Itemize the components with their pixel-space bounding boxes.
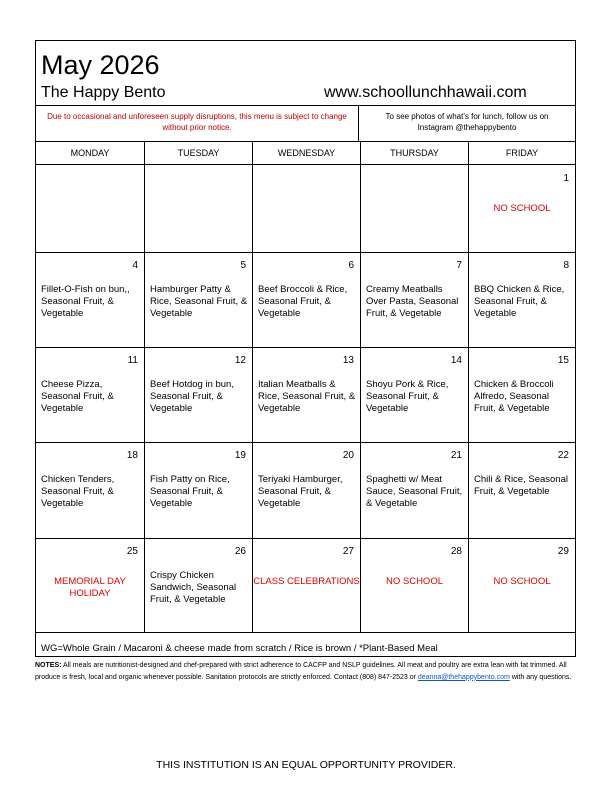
meal-description: Teriyaki Hamburger, Seasonal Fruit, & Vegetable (258, 474, 343, 509)
day-cell (36, 252, 145, 347)
day-cell (36, 538, 145, 632)
meal-description: Hamburger Patty & Rice, Seasonal Fruit, & Vegetable (150, 284, 248, 319)
weekday-header-friday: FRIDAY (505, 148, 539, 158)
notes-tail: with any questions. (511, 673, 572, 681)
day-cell (361, 538, 469, 632)
day-cell (36, 165, 145, 252)
day-cell (361, 252, 469, 347)
notes-label: NOTES: (35, 662, 62, 669)
day-cell (361, 347, 469, 442)
day-number: 19 (234, 450, 246, 461)
closure-notice: NO SCHOOL (493, 576, 551, 587)
menu-frame (35, 40, 576, 657)
day-cell (145, 538, 253, 632)
meal-description: Shoyu Pork & Rice, Seasonal Fruit, & Vegetable (366, 379, 449, 414)
meal-description: Creamy Meatballs Over Pasta, Seasonal Fruit, & Vegetable (366, 284, 459, 319)
day-number: 13 (342, 355, 354, 366)
day-number: 21 (450, 450, 462, 461)
day-number: 8 (563, 260, 569, 271)
day-cell (253, 442, 361, 538)
weekday-header-thursday: THURSDAY (361, 142, 469, 164)
weekday-header-monday: MONDAY (36, 142, 145, 164)
equal-opportunity-footer: THIS INSTITUTION IS AN EQUAL OPPORTUNITY PROVIDER. (156, 759, 456, 771)
day-number: 29 (557, 546, 569, 557)
day-cell (361, 165, 469, 252)
meal-description: Fillet-O-Fish on bun,, Seasonal Fruit, & Vegetable (41, 284, 130, 319)
day-number: 5 (240, 260, 246, 271)
meal-description: Chili & Rice, Seasonal Fruit, & Vegetable (474, 474, 568, 497)
day-number: 26 (234, 546, 246, 557)
meal-description: Chicken & Broccoli Alfredo, Seasonal Fruit, & Vegetable (474, 379, 554, 414)
day-number: 4 (132, 260, 138, 271)
day-number: 7 (456, 260, 462, 271)
day-cell (145, 165, 253, 252)
day-cell (469, 538, 575, 632)
day-number: 11 (127, 355, 138, 366)
meal-description: Crispy Chicken Sandwich, Seasonal Fruit, & Vegetable (150, 570, 237, 605)
notes-text: All meals are nutritionist-designed and chef-prepared with strict adherence to CACFP and NSLP guidelines. All meat and poultry are extra lean with fat trimmed. All produce is fresh, local and organic whenever possible. Sanitation protocols are strictly enforced. Contact (808) 847-2523 or (35, 662, 567, 681)
day-number: 20 (342, 450, 354, 461)
day-cell (253, 347, 361, 442)
weekday-header-tuesday: TUESDAY (145, 142, 253, 164)
closure-notice: NO SCHOOL (493, 203, 551, 214)
contact-email-link[interactable]: deanna@thehappybento.com (417, 673, 510, 681)
day-cell (253, 165, 361, 252)
day-number: 28 (450, 546, 462, 557)
divider (36, 632, 575, 633)
day-number: 18 (126, 450, 138, 461)
day-cell (145, 442, 253, 538)
day-cell (469, 442, 575, 538)
page-title: May 2026 (41, 50, 160, 80)
day-cell (253, 252, 361, 347)
meal-description: Beef Broccoli & Rice, Seasonal Fruit, & Vegetable (258, 284, 348, 319)
day-cell (36, 442, 145, 538)
closure-notice: MEMORIAL DAY HOLIDAY (54, 576, 126, 599)
day-number: 25 (126, 546, 138, 557)
meal-description: Cheese Pizza, Seasonal Fruit, & Vegetable (41, 379, 114, 414)
day-cell (145, 347, 253, 442)
day-number: 15 (557, 355, 569, 366)
day-number: 27 (342, 546, 354, 557)
closure-notice: CLASS CELEBRATIONS (253, 576, 360, 587)
notes-paragraph (35, 660, 580, 683)
meal-description: Beef Hotdog in bun, Seasonal Fruit, & Vegetable (150, 379, 234, 414)
day-number: 6 (348, 260, 354, 271)
legend: WG=Whole Grain / Macaroni & cheese made from scratch / Rice is brown / *Plant-Based Meal (41, 643, 438, 654)
supply-notice: Due to occasional and unforeseen supply disruptions, this menu is subject to change without prior notice. (36, 106, 359, 141)
day-number: 12 (234, 355, 246, 366)
company-name: The Happy Bento (41, 84, 166, 101)
day-cell (469, 252, 575, 347)
closure-notice: NO SCHOOL (385, 576, 443, 587)
day-cell (361, 442, 469, 538)
instagram-notice: To see photos of what's for lunch, follow us on Instagram @thehappybento (385, 112, 549, 132)
day-number: 1 (563, 173, 569, 184)
meal-description: Chicken Tenders, Seasonal Fruit, & Vegetable (41, 474, 115, 509)
day-cell (469, 347, 575, 442)
weekday-header-wednesday: WEDNESDAY (253, 142, 361, 164)
day-number: 22 (557, 450, 569, 461)
day-cell (253, 538, 361, 632)
meal-description: Spaghetti w/ Meat Sauce, Seasonal Fruit, & Vegetable (366, 474, 463, 509)
day-cell (36, 347, 145, 442)
meal-description: BBQ Chicken & Rice, Seasonal Fruit, & Vegetable (474, 284, 565, 319)
website-link[interactable]: www.schoollunchhawaii.com (324, 84, 527, 101)
meal-description: Italian Meatballs & Rice, Seasonal Fruit, & Vegetable (258, 379, 356, 414)
day-cell (469, 165, 575, 252)
meal-description: Fish Patty on Rice, Seasonal Fruit, & Vegetable (150, 474, 230, 509)
day-number: 14 (450, 355, 462, 366)
day-cell (145, 252, 253, 347)
